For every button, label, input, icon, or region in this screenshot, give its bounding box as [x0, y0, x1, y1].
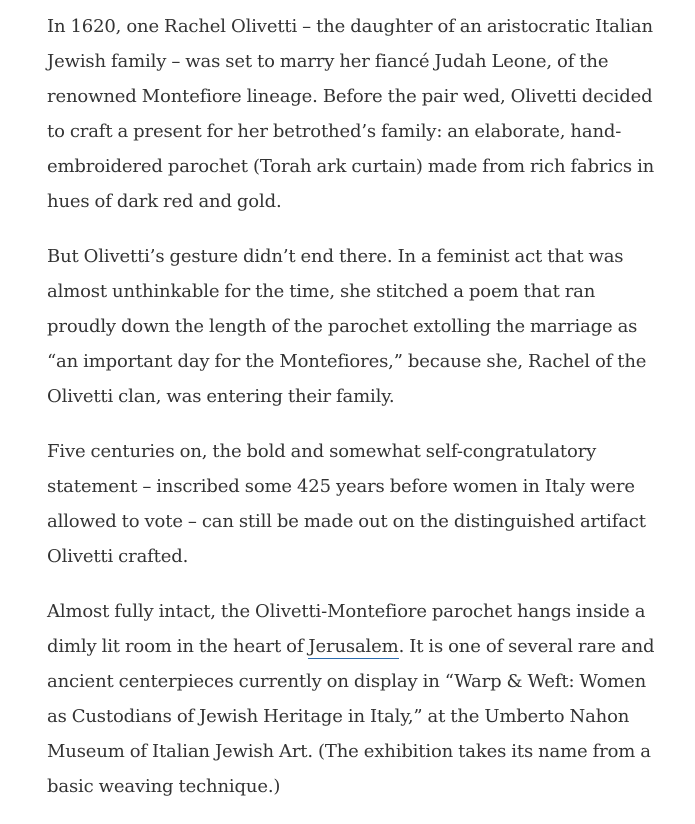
paragraph-1: In 1620, one Rachel Olivetti – the daughter of an aristocratic Italian Jewish family – was set to marry her fiancé Judah Leone, of the renowned Montefiore lineage. Before the pair wed, Olivetti decided to craft a present for her betrothed’s family: an elaborate, hand-embroidered parochet (Torah ark curtain) made from rich fabrics in hues of dark red and gold.: [47, 16, 655, 212]
paragraph-4-text-after-link: . It is one of several rare and ancient centerpieces currently on display in “Warp & Weft: Women as Custodians of Jewish Heritage in Italy,” at the Umberto Nahon Museum of Italian Jewish Art. (The exhibition takes its name from a basic weaving technique.): [47, 636, 655, 797]
jerusalem-link[interactable]: Jerusalem: [308, 636, 399, 657]
paragraph-3: Five centuries on, the bold and somewhat self-congratulatory statement – inscribed some 425 years before women in Italy were allowed to vote – can still be made out on the distinguished artifact Olivetti crafted.: [47, 441, 646, 567]
paragraph-4: [47, 594, 659, 804]
paragraph-2: But Olivetti’s gesture didn’t end there. In a feminist act that was almost unthinkable for the time, she stitched a poem that ran proudly down the length of the parochet extolling the marriage as “an important day for the Montefiores,” because she, Rachel of the Olivetti clan, was entering their family.: [47, 246, 647, 407]
paragraph-4-text-before-link: Almost fully intact, the Olivetti-Montefiore parochet hangs inside a dimly lit room in the heart of: [47, 601, 646, 657]
article-body: [47, 9, 659, 824]
